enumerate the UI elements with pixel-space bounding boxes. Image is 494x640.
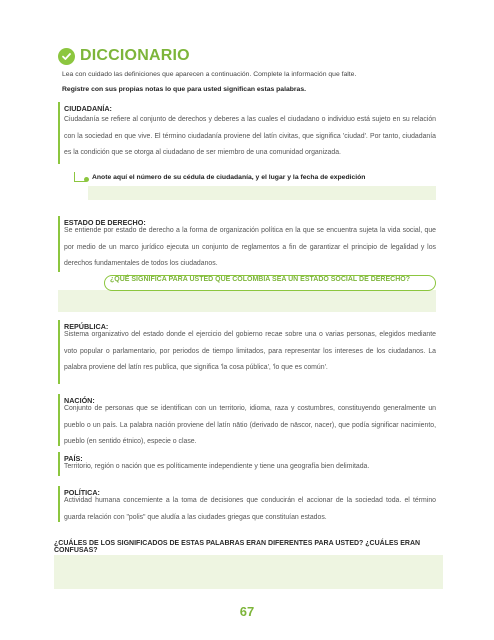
section-bar	[58, 216, 60, 272]
section-text: Conjunto de personas que se identifican con un territorio, idioma, raza y costumbres, constituyendo generalmente un pueblo o un país. La palabra nación proviene del latín nātio (derivado de nāscor, nacer), que podía significar nacimiento, pueblo (en sentido étnico), especie o clase.	[64, 405, 436, 445]
bottom-answer-field[interactable]	[54, 555, 443, 589]
section-text: Sistema organizativo del estado donde el ejercicio del gobierno recae sobre una o varias personas, elegidos mediante voto popular o parlamentario, por periodos de tiempo limitados, para representar los intereses de los ciudadanos. La palabra proviene del latín res publica, que significa 'la cosa pública', 'lo que es común'.	[64, 331, 436, 371]
bottom-question: ¿CUÁLES DE LOS SIGNIFICADOS DE ESTAS PALABRAS ERAN DIFERENTES PARA USTED? ¿CUÁLES ERAN CONFUSAS?	[54, 540, 421, 554]
page-title: DICCIONARIO	[80, 47, 190, 64]
section-title: CIUDADANÍA:	[64, 104, 112, 113]
header	[58, 47, 190, 65]
section-bar	[58, 486, 60, 522]
section-politica	[58, 486, 436, 526]
estado-answer-field[interactable]	[58, 290, 436, 312]
anote-answer-field[interactable]	[88, 186, 436, 200]
section-text: Actividad humana concerniente a la toma de decisiones que conducirán el accionar de la sociedad toda. el término guarda relación con "polis" que aludía a las ciudades griegas que constituían estados.	[64, 497, 436, 521]
question-estado: ¿QUÉ SIGNIFICA PARA USTED QUE COLOMBIA SEA UN ESTADO SOCIAL DE DERECHO?	[110, 276, 410, 283]
section-bar	[58, 320, 60, 384]
page-number: 67	[239, 604, 255, 619]
check-circle-icon	[58, 48, 75, 65]
anote-prompt: Anote aquí el número de su cédula de ciudadanía, y el lugar y la fecha de expedición	[92, 174, 366, 181]
section-pais	[58, 452, 436, 480]
section-title: REPÚBLICA:	[64, 322, 109, 331]
section-title: ESTADO DE DERECHO:	[64, 218, 146, 227]
section-estado-de-derecho	[58, 216, 436, 276]
section-republica	[58, 320, 436, 390]
section-nacion	[58, 394, 436, 450]
section-ciudadania	[58, 102, 436, 172]
section-bar	[58, 452, 60, 476]
section-title: POLÍTICA:	[64, 488, 100, 497]
bullet-dot-icon	[84, 177, 89, 182]
section-text: Ciudadanía se refiere al conjunto de derechos y deberes a las cuales el ciudadano o individuo está sujeto en su relación con la sociedad en que vive. El término ciudadanía proviene del latín civitas, que significa 'ciudad'. Por tanto, ciudadanía es la condición que se otorga al ciudadano de ser miembro de una comunidad organizada.	[64, 116, 436, 156]
intro-text: Lea con cuidado las definiciones que aparecen a continuación. Complete la información que falte.	[62, 71, 357, 78]
section-bar	[58, 102, 60, 164]
section-title: NACIÓN:	[64, 396, 95, 405]
section-text: Se entiende por estado de derecho a la forma de organización política en la que se encuentra sujeta la vida social, que por medio de un marco jurídico ejecuta un conjunto de reglamentos a fin de garantizar el principio de legalidad y los derechos fundamentales de todos los ciudadanos.	[64, 227, 436, 267]
section-bar	[58, 394, 60, 446]
section-title: PAÍS:	[64, 454, 83, 463]
instruction-text: Registre con sus propias notas lo que para usted significan estas palabras.	[62, 86, 307, 93]
section-text: Territorio, región o nación que es políticamente independiente y tiene una geografía bien delimitada.	[64, 463, 370, 470]
